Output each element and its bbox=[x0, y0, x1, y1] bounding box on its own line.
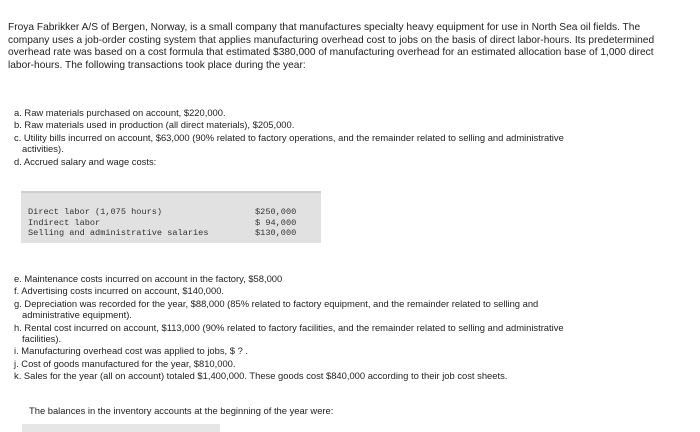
salary-wage-table bbox=[21, 191, 321, 243]
list-item bbox=[14, 273, 690, 284]
table-cell-label: Indirect labor bbox=[28, 217, 101, 228]
item-text: d. Accrued salary and wage costs: bbox=[14, 155, 157, 167]
item-text: i. Manufacturing overhead cost was applied to jobs, $ ? . bbox=[14, 345, 248, 357]
list-item bbox=[14, 358, 690, 369]
table-cell-amount: $ 94,000 bbox=[255, 217, 297, 228]
item-text: f. Advertising costs incurred on account, $140,000. bbox=[14, 285, 225, 297]
table-cell-amount: $250,000 bbox=[255, 207, 297, 217]
list-item bbox=[14, 322, 690, 345]
transaction-list-part2 bbox=[14, 273, 690, 383]
list-item bbox=[14, 370, 690, 381]
transaction-list-part1 bbox=[14, 107, 690, 168]
table-header-strip bbox=[22, 424, 220, 432]
list-item bbox=[14, 107, 690, 118]
item-text-continued: administrative equipment). bbox=[22, 309, 132, 321]
table-row bbox=[28, 218, 315, 229]
list-item bbox=[14, 298, 690, 321]
table-cell-amount: $130,000 bbox=[255, 228, 297, 239]
list-item bbox=[14, 285, 690, 296]
item-text: h. Rental cost incurred on account, $113,000 (90% related to factory facilities, and the remainder related to selling and administrative bbox=[14, 321, 564, 333]
table-row bbox=[28, 207, 315, 218]
list-item bbox=[14, 156, 690, 167]
list-item bbox=[14, 119, 690, 130]
table-cell-label: Selling and administrative salaries bbox=[28, 228, 209, 239]
item-text: a. Raw materials purchased on account, $220,000. bbox=[14, 107, 226, 118]
item-text: g. Depreciation was recorded for the year, $88,000 (85% related to factory equipment, and the remainder related to selling and bbox=[14, 297, 539, 309]
item-text: b. Raw materials used in production (all direct materials), $205,000. bbox=[14, 119, 295, 131]
problem-intro: Froya Fabrikker A/S of Bergen, Norway, is a small company that manufactures specialty heavy equipment for use in North Sea oil fields. The company uses a job-order costing system that applies manufacturing overhead cost to jobs on the basis of direct labor-hours. Its predetermined overhead rate was based on a cost formula that estimated $380,000 of manufacturing overhead for an estimated allocation base of 1,000 direct labor-hours. The following transactions took place during the year: bbox=[8, 22, 655, 71]
list-item bbox=[14, 345, 690, 356]
table-cell-label: Direct labor (1,075 hours) bbox=[28, 207, 163, 217]
item-text: c. Utility bills incurred on account, $63,000 (90% related to factory operations, and the remainder related to selling and administrative bbox=[14, 131, 564, 143]
item-text: e. Maintenance costs incurred on account in the factory, $58,000 bbox=[14, 273, 283, 284]
table-row bbox=[28, 228, 315, 239]
item-text-continued: facilities). bbox=[22, 333, 62, 345]
balances-intro: The balances in the inventory accounts at the beginning of the year were: bbox=[29, 405, 334, 416]
item-text-continued: activities). bbox=[22, 143, 64, 155]
item-text: j. Cost of goods manufactured for the year, $810,000. bbox=[14, 357, 236, 369]
item-text: k. Sales for the year (all on account) totaled $1,400,000. These goods cost $840,000 according to their job cost sheets. bbox=[14, 370, 508, 382]
list-item bbox=[14, 132, 690, 155]
